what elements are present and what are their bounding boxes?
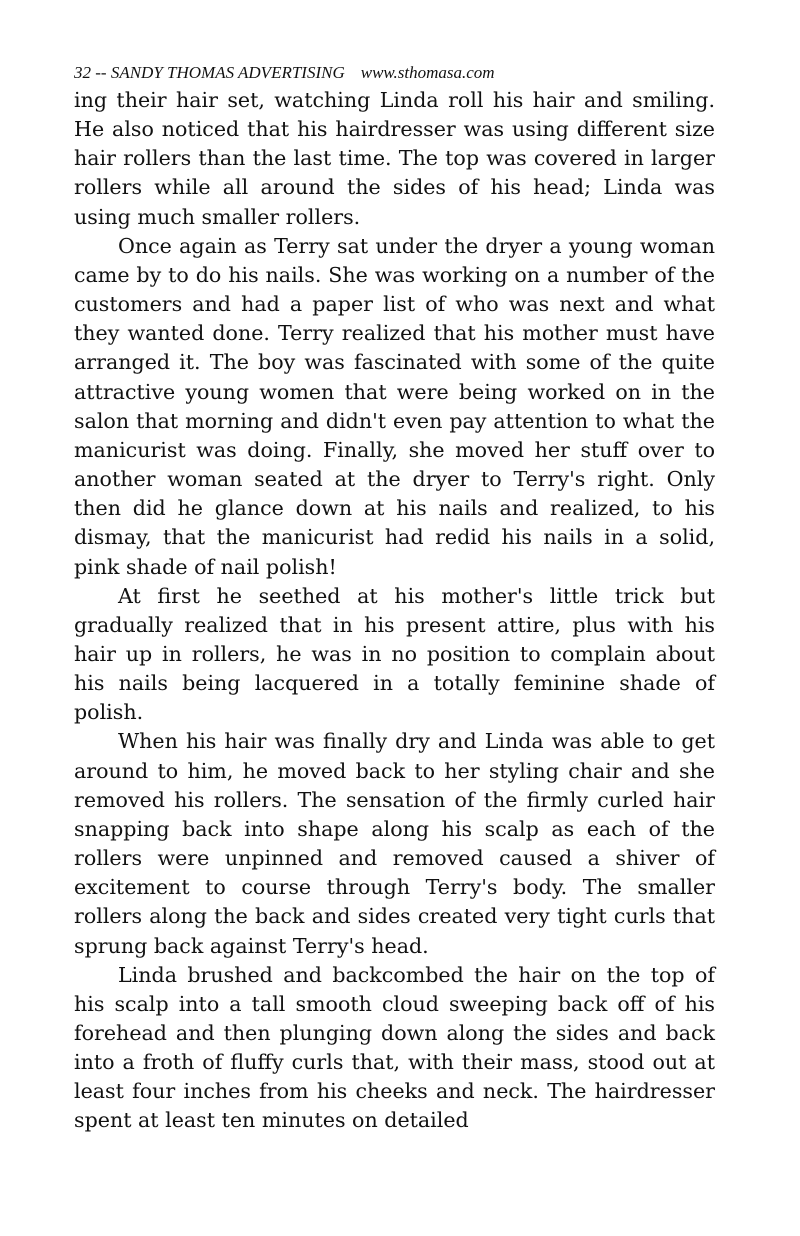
paragraph: When his hair was finally dry and Linda was able to get around to him, he moved back to her styling chair and she removed his rollers. The sensation of the firmly curled hair snapping back into shape along his scalp as each of the rollers were unpinned and removed caused a shiver of excitement to course through Terry's body. The smaller rollers along the back and sides created very tight curls that sprung back against Terry's head. (74, 729, 715, 958)
running-head-url: www.sthomasa.com (360, 63, 495, 82)
running-head-title: 32 -- SANDY THOMAS ADVERTISING (74, 63, 345, 82)
book-page (74, 60, 715, 1136)
body-text (74, 86, 715, 1136)
paragraph: Once again as Terry sat under the dryer a young woman came by to do his nails. She was working on a number of the customers and had a paper list of who was next and what they wanted done. Terry realized that his mother must have arranged it. The boy was fascinated with some of the quite attractive young women that were being worked on in the salon that morning and didn't even pay attention to what the manicurist was doing. Finally, she moved her stuff over to another woman seated at the dryer to Terry's right. Only then did he glance down at his nails and realized, to his dismay, that the manicurist had redid his nails in a solid, pink shade of nail polish! (74, 233, 715, 579)
running-head (74, 60, 715, 86)
paragraph-continued: ing their hair set, watching Linda roll his hair and smiling. He also noticed that his hairdresser was using different size hair rollers than the last time. The top was covered in larger rollers while all around the sides of his head; Linda was using much smaller rollers. (74, 88, 715, 229)
paragraph: At first he seethed at his mother's little trick but gradually realized that in his present attire, plus with his hair up in rollers, he was in no position to complain about his nails being lacquered in a totally feminine shade of polish. (74, 583, 715, 725)
paragraph: Linda brushed and backcombed the hair on the top of his scalp into a tall smooth cloud sweeping back off of his forehead and then plunging down along the sides and back into a froth of fluffy curls that, with their mass, stood out at least four inches from his cheeks and neck. The hairdresser spent at least ten minutes on detailed (74, 962, 715, 1133)
